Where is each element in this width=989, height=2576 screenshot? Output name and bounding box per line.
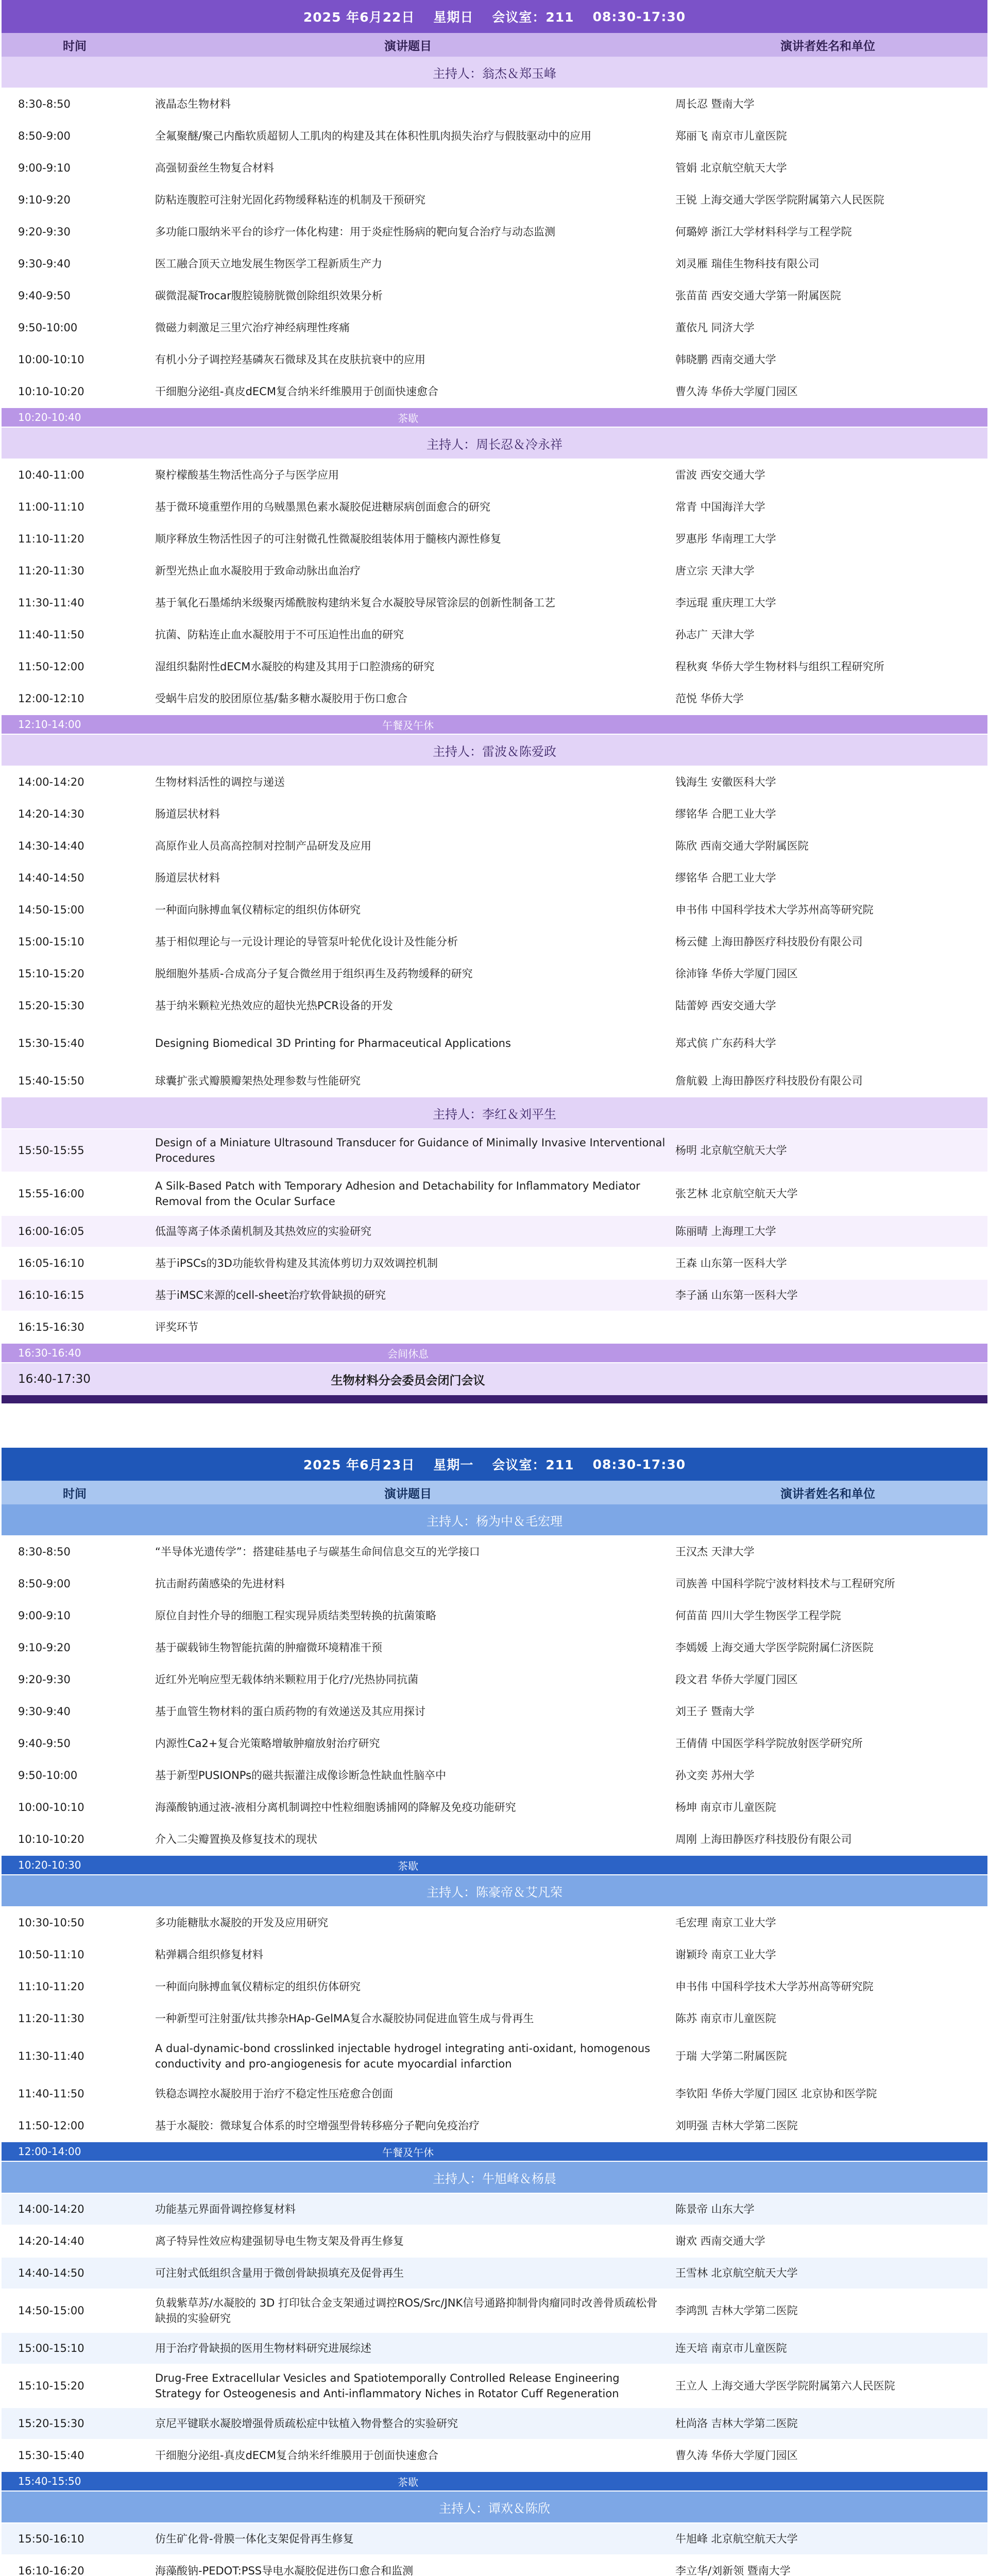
day2-weekday: 星期一 (433, 1458, 474, 1472)
day2-body (2, 1504, 987, 2576)
break-label: 茶歇 (398, 1859, 418, 1872)
column-topic-header: 演讲题目 (384, 1487, 432, 1501)
talk-topic: 微磁力刺激足三里穴治疗神经病理性疼痛 (155, 321, 350, 334)
talk-time: 10:30-10:50 (18, 1917, 84, 1929)
break-time: 12:00-14:00 (18, 2145, 81, 2158)
talk-row (2, 216, 987, 248)
talk-time: 14:30-14:40 (18, 840, 84, 852)
talk-topic: 近红外光响应型无载体纳米颗粒用于化疗/光热协同抗菌 (155, 1673, 419, 1686)
talk-time: 14:40-14:50 (18, 2267, 84, 2279)
talk-speaker: 李子涵 山东第一医科大学 (675, 1289, 798, 1301)
session-chair: 主持人：谭欢＆陈欣 (2, 2492, 987, 2523)
talk-row (2, 2194, 987, 2226)
talk-time: 11:40-11:50 (18, 2088, 84, 2100)
talk-topic: 干细胞分泌组-真皮dECM复合纳米纤维膜用于创面快速愈合 (155, 2449, 438, 2462)
talk-time: 11:20-11:30 (18, 2012, 84, 2025)
closing-label: 生物材料分会委员会闭门会议 (331, 1374, 485, 1387)
talk-topic: 海藻酸钠通过液-液相分离机制调控中性粒细胞诱捕网的降解及免疫功能研究 (155, 1801, 516, 1814)
column-time-header: 时间 (63, 1487, 87, 1501)
talk-row (2, 1312, 987, 1344)
talk-speaker: 孙文奕 苏州大学 (675, 1769, 755, 1782)
day1-date: 2025 年6月22日 (303, 10, 415, 25)
talk-time: 14:50-15:00 (18, 904, 84, 916)
talk-speaker (668, 1323, 987, 1331)
talk-row (2, 2523, 987, 2555)
talk-topic: Drug-Free Extracellular Vesicles and Spatiotemporally Controlled Release Engineering Strategy for Osteogenesis and Anti-inflammatory Niches in Rotator Cuff Regeneration (155, 2372, 620, 2400)
talk-topic: 湿组织黏附性dECM水凝胶的构建及其用于口腔溃疡的研究 (155, 660, 435, 673)
section-gap (0, 1403, 989, 1448)
talk-speaker: 王雪林 北京航空航天大学 (675, 2267, 798, 2279)
talk-topic: 多功能糖肽水凝胶的开发及应用研究 (155, 1917, 328, 1929)
talk-row (2, 2365, 987, 2408)
day2-title-bar (2, 1448, 987, 1481)
talk-row (2, 651, 987, 683)
day2-hours: 08:30-17:30 (592, 1456, 686, 1472)
talk-time: 14:20-14:40 (18, 2235, 84, 2247)
talk-speaker: 杨坤 南京市儿童医院 (675, 1801, 776, 1814)
talk-topic: 基于纳米颗粒光热效应的超快光热PCR设备的开发 (155, 999, 393, 1012)
day1-room: 会议室：211 (492, 10, 574, 25)
talk-speaker: 缪铭华 合肥工业大学 (675, 872, 776, 884)
talk-time: 15:10-15:20 (18, 968, 84, 980)
talk-speaker: 陈景帝 山东大学 (675, 2203, 755, 2215)
day2-room: 会议室：211 (492, 1458, 574, 1472)
talk-topic: 介入二尖瓣置换及修复技术的现状 (155, 1833, 317, 1845)
talk-time: 8:50-9:00 (18, 1578, 71, 1590)
talk-row (2, 958, 987, 990)
talk-topic: 基于水凝胶：微球复合体系的时空增强型骨转移癌分子靶向免疫治疗 (155, 2120, 480, 2132)
talk-time: 15:00-15:10 (18, 936, 84, 948)
break-label: 茶歇 (398, 2476, 418, 2488)
talk-speaker: 于瑞 大学第二附属医院 (675, 2050, 787, 2062)
talk-row (2, 2290, 987, 2333)
column-speaker-header: 演讲者姓名和单位 (780, 39, 875, 53)
talk-time: 11:00-11:10 (18, 501, 84, 513)
talk-topic: 液晶态生物材料 (155, 98, 231, 110)
talk-topic: 评奖环节 (155, 1321, 198, 1333)
talk-topic: 基于iPSCs的3D功能软骨构建及其流体剪切力双效调控机制 (155, 1257, 438, 1269)
talk-speaker: 徐沛锋 华侨大学厦门园区 (675, 968, 798, 980)
talk-speaker: 郑丽飞 南京市儿童医院 (675, 130, 787, 142)
talk-speaker: 李远琨 重庆理工大学 (675, 597, 776, 609)
talk-topic: 干细胞分泌组-真皮dECM复合纳米纤维膜用于创面快速愈合 (155, 385, 438, 398)
talk-time: 9:00-9:10 (18, 1609, 71, 1622)
talk-row (2, 312, 987, 344)
talk-speaker: 郑式傧 广东药科大学 (675, 1037, 776, 1049)
talk-row (2, 2555, 987, 2576)
talk-speaker: 周长忍 暨南大学 (675, 98, 755, 110)
talk-time: 11:30-11:40 (18, 597, 84, 609)
talk-topic: 基于iMSC来源的cell-sheet治疗软骨缺损的研究 (155, 1289, 386, 1301)
talk-time: 9:20-9:30 (18, 226, 71, 238)
break-label: 午餐及午休 (382, 2146, 434, 2159)
day2-schedule (0, 1448, 989, 2576)
talk-row (2, 1129, 987, 1173)
talk-row (2, 376, 987, 408)
break-label: 茶歇 (398, 412, 418, 425)
talk-time: 8:30-8:50 (18, 98, 71, 110)
talk-speaker: 常青 中国海洋大学 (675, 501, 765, 513)
talk-topic: 高强韧蚕丝生物复合材料 (155, 162, 274, 174)
talk-topic: Designing Biomedical 3D Printing for Pharmaceutical Applications (155, 1037, 511, 1049)
talk-row (2, 184, 987, 216)
talk-row (2, 1568, 987, 1600)
talk-speaker: 管娟 北京航空航天大学 (675, 162, 787, 174)
talk-row (2, 1632, 987, 1664)
talk-speaker: 陈欣 西南交通大学附属医院 (675, 840, 809, 852)
talk-row (2, 1760, 987, 1792)
column-topic-header: 演讲题目 (384, 39, 432, 53)
talk-row (2, 121, 987, 152)
talk-time: 15:20-15:30 (18, 999, 84, 1012)
talk-time: 9:10-9:20 (18, 1641, 71, 1654)
talk-speaker: 李立华/刘新领 暨南大学 (675, 2565, 791, 2576)
day1-title-bar (2, 0, 987, 33)
talk-speaker: 周刚 上海田静医疗科技股份有限公司 (675, 1833, 852, 1845)
talk-time: 15:10-15:20 (18, 2380, 84, 2392)
talk-speaker: 毛宏理 南京工业大学 (675, 1917, 776, 1929)
talk-row (2, 2408, 987, 2440)
talk-time: 9:00-9:10 (18, 162, 71, 174)
session-chair: 主持人：翁杰＆郑玉峰 (2, 57, 987, 89)
talk-topic: 碳微混凝Trocar腹腔镜膀胱微创除组织效果分析 (155, 290, 383, 302)
talk-time: 14:20-14:30 (18, 808, 84, 820)
talk-row (2, 2258, 987, 2290)
talk-row (2, 280, 987, 312)
talk-time: 16:00-16:05 (18, 1225, 84, 1238)
break-row (2, 1856, 987, 1875)
talk-row (2, 1907, 987, 1939)
talk-speaker: 申书伟 中国科学技术大学苏州高等研究院 (675, 904, 874, 916)
talk-row (2, 248, 987, 280)
closing-time: 16:40-17:30 (18, 1372, 91, 1386)
talk-row (2, 2440, 987, 2472)
talk-topic: 全氟聚醚/聚己内酯软质超韧人工肌肉的构建及其在体积性肌肉损失治疗与假肢驱动中的应用 (155, 130, 592, 142)
talk-topic: 负载紫草苏/水凝胶的 3D 打印钛合金支架通过调控ROS/Src/JNK信号通路抑制骨肉瘤同时改善骨质疏松骨缺损的实验研究 (155, 2297, 658, 2325)
talk-topic: 基于血管生物材料的蛋白质药物的有效递送及其应用探讨 (155, 1705, 425, 1718)
talk-speaker: 牛旭峰 北京航空航天大学 (675, 2533, 798, 2545)
talk-time: 14:00-14:20 (18, 2203, 84, 2215)
talk-speaker: 王汉杰 天津大学 (675, 1546, 755, 1558)
talk-speaker: 曹久涛 华侨大学厦门园区 (675, 385, 798, 398)
talk-topic: 海藻酸钠-PEDOT:PSS导电水凝胶促进伤口愈合和监测 (155, 2565, 414, 2576)
talk-time: 10:10-10:20 (18, 1833, 84, 1845)
talk-topic: 可注射式低组织含量用于微创骨缺损填充及促骨再生 (155, 2267, 404, 2279)
talk-speaker: 连天培 南京市儿童医院 (675, 2342, 787, 2354)
talk-topic: 基于相似理论与一元设计理论的导管泵叶轮优化设计及性能分析 (155, 936, 458, 948)
talk-row (2, 1280, 987, 1312)
talk-topic: 功能基元界面骨调控修复材料 (155, 2203, 296, 2215)
talk-speaker: 何苗苗 四川大学生物医学工程学院 (675, 1609, 841, 1622)
talk-time: 15:20-15:30 (18, 2417, 84, 2430)
talk-speaker: 申书伟 中国科学技术大学苏州高等研究院 (675, 1980, 874, 1993)
break-time: 10:20-10:40 (18, 411, 81, 423)
session-chair: 主持人：雷波＆陈爱政 (2, 735, 987, 767)
talk-row (2, 1173, 987, 1216)
talk-speaker: 李嫣媛 上海交通大学医学院附属仁济医院 (675, 1641, 874, 1654)
talk-row (2, 1664, 987, 1696)
talk-row (2, 152, 987, 184)
talk-time: 15:30-15:40 (18, 2449, 84, 2462)
talk-row (2, 1065, 987, 1097)
talk-time: 9:40-9:50 (18, 290, 71, 302)
break-row (2, 408, 987, 428)
talk-time: 15:30-15:40 (18, 1037, 84, 1049)
talk-time: 15:55-16:00 (18, 1188, 84, 1200)
talk-topic: 基于氧化石墨烯纳米级聚丙烯酰胺构建纳米复合水凝胶导尿管涂层的创新性制备工艺 (155, 597, 555, 609)
talk-time: 16:05-16:10 (18, 1257, 84, 1269)
talk-topic: 原位自封性介导的细胞工程实现异质结类型转换的抗菌策略 (155, 1609, 436, 1622)
talk-row (2, 460, 987, 492)
talk-time: 15:50-15:55 (18, 1144, 84, 1157)
break-label: 会间休息 (387, 1347, 429, 1360)
talk-time: 10:50-11:10 (18, 1948, 84, 1961)
talk-speaker: 李鸿凯 吉林大学第二医院 (675, 2304, 798, 2317)
talk-time: 9:50-10:00 (18, 321, 78, 334)
talk-speaker: 杨云健 上海田静医疗科技股份有限公司 (675, 936, 863, 948)
talk-speaker: 陈丽晴 上海理工大学 (675, 1225, 776, 1238)
talk-time: 11:50-12:00 (18, 2120, 84, 2132)
talk-row (2, 1696, 987, 1728)
session-chair: 主持人：牛旭峰＆杨晨 (2, 2162, 987, 2194)
talk-topic: 一种面向脉搏血氧仪精标定的组织仿体研究 (155, 904, 361, 916)
session-chair: 主持人：李红＆刘平生 (2, 1097, 987, 1129)
talk-row (2, 1248, 987, 1280)
talk-speaker: 刘明强 吉林大学第二医院 (675, 2120, 798, 2132)
talk-topic: 脱细胞外基质-合成高分子复合微丝用于组织再生及药物缓释的研究 (155, 968, 473, 980)
talk-topic: 用于治疗骨缺损的医用生物材料研究进展综述 (155, 2342, 371, 2354)
talk-speaker: 范悦 华侨大学 (675, 692, 744, 705)
talk-topic: 基于微环境重塑作用的乌贼墨黑色素水凝胶促进糖尿病创面愈合的研究 (155, 501, 490, 513)
talk-topic: 球囊扩张式瓣膜瓣架热处理参数与性能研究 (155, 1075, 361, 1087)
talk-time: 9:30-9:40 (18, 1705, 71, 1718)
talk-row (2, 523, 987, 555)
talk-time: 15:40-15:50 (18, 1075, 84, 1087)
talk-time: 14:50-15:00 (18, 2304, 84, 2317)
talk-row (2, 619, 987, 651)
talk-speaker: 张艺林 北京航空航天大学 (675, 1188, 798, 1200)
talk-topic: 防粘连腹腔可注射光固化药物缓释粘连的机制及干预研究 (155, 194, 425, 206)
talk-time: 9:50-10:00 (18, 1769, 78, 1782)
talk-topic: 医工融合顶天立地发展生物医学工程新质生产力 (155, 258, 382, 270)
talk-row (2, 2003, 987, 2035)
talk-time: 11:50-12:00 (18, 660, 84, 673)
talk-time: 16:10-16:20 (18, 2565, 84, 2576)
talk-speaker: 司族善 中国科学院宁波材料技术与工程研究所 (675, 1578, 895, 1590)
talk-row (2, 990, 987, 1022)
day1-body (2, 57, 987, 1395)
talk-topic: 铁稳态调控水凝胶用于治疗不稳定性压疮愈合创面 (155, 2088, 393, 2100)
talk-topic: 抗菌、防粘连止血水凝胶用于不可压迫性出血的研究 (155, 629, 404, 641)
talk-speaker: 何璐婷 浙江大学材料科学与工程学院 (675, 226, 852, 238)
talk-speaker: 李钦阳 华侨大学厦门园区 北京协和医学院 (675, 2088, 877, 2100)
break-row (2, 2142, 987, 2162)
talk-time: 9:10-9:20 (18, 194, 71, 206)
talk-topic: 受蜗牛启发的胶团原位基/黏多糖水凝胶用于伤口愈合 (155, 692, 408, 705)
talk-speaker: 缪铭华 合肥工业大学 (675, 808, 776, 820)
talk-row (2, 587, 987, 619)
talk-time: 10:00-10:10 (18, 353, 84, 366)
day1-weekday: 星期日 (433, 10, 474, 25)
break-time: 10:20-10:30 (18, 1859, 81, 1871)
talk-speaker: 董依凡 同济大学 (675, 321, 755, 334)
talk-time: 10:10-10:20 (18, 385, 84, 398)
talk-speaker: 张苗苗 西安交通大学第一附属医院 (675, 290, 841, 302)
talk-speaker: 王锐 上海交通大学医学院附属第六人民医院 (675, 194, 884, 206)
talk-row (2, 2333, 987, 2365)
talk-row (2, 1728, 987, 1760)
talk-speaker: 谢颖玲 南京工业大学 (675, 1948, 776, 1961)
talk-speaker: 陆蕾婷 西安交通大学 (675, 999, 776, 1012)
talk-row (2, 894, 987, 926)
talk-speaker: 曹久涛 华侨大学厦门园区 (675, 2449, 798, 2462)
talk-topic: 肠道层状材料 (155, 808, 220, 820)
day1-bottom-divider (2, 1395, 987, 1403)
talk-topic: 基于碳载铈生物智能抗菌的肿瘤微环境精准干预 (155, 1641, 382, 1654)
talk-speaker: 陈苏 南京市儿童医院 (675, 2012, 776, 2025)
talk-topic: 生物材料活性的调控与递送 (155, 776, 285, 788)
talk-time: 11:40-11:50 (18, 629, 84, 641)
talk-row (2, 767, 987, 799)
talk-time: 11:30-11:40 (18, 2050, 84, 2062)
talk-speaker: 雷波 西安交通大学 (675, 469, 765, 481)
column-time-header: 时间 (63, 39, 87, 53)
talk-speaker: 刘王子 暨南大学 (675, 1705, 755, 1718)
talk-topic: 基于新型PUSIONPs的磁共振灌注成像诊断急性缺血性脑卒中 (155, 1769, 447, 1782)
talk-time: 15:50-16:10 (18, 2533, 84, 2545)
break-label: 午餐及午休 (382, 719, 434, 732)
break-time: 12:10-14:00 (18, 718, 81, 731)
talk-topic: 内源性Ca2+复合光策略增敏肿瘤放射治疗研究 (155, 1737, 380, 1750)
break-row (2, 1344, 987, 1363)
talk-speaker: 程秋爽 华侨大学生物材料与组织工程研究所 (675, 660, 884, 673)
talk-topic: Design of a Miniature Ultrasound Transducer for Guidance of Minimally Invasive Interventional Procedures (155, 1137, 666, 1164)
talk-speaker: 谢欢 西南交通大学 (675, 2235, 765, 2247)
talk-topic: A dual-dynamic-bond crosslinked injectable hydrogel integrating anti-oxidant, homogenous conductivity and pro-angiogenesis for acute myocardial infarction (155, 2042, 651, 2070)
day2-column-header (2, 1481, 987, 1504)
talk-topic: 顺序释放生物活性因子的可注射微孔性微凝胶组装体用于髓核内源性修复 (155, 533, 501, 545)
talk-row (2, 831, 987, 862)
talk-row (2, 862, 987, 894)
talk-time: 9:40-9:50 (18, 1737, 71, 1750)
talk-topic: 高原作业人员高高控制对控制产品研发及应用 (155, 840, 371, 852)
talk-time: 11:10-11:20 (18, 1980, 84, 1993)
talk-row (2, 1792, 987, 1824)
talk-speaker: 王倩倩 中国医学科学院放射医学研究所 (675, 1737, 863, 1750)
talk-speaker: 段文君 华侨大学厦门园区 (675, 1673, 798, 1686)
day1-column-header (2, 33, 987, 57)
talk-row (2, 89, 987, 121)
talk-topic: 低温等离子体杀菌机制及其热效应的实验研究 (155, 1225, 371, 1238)
talk-speaker: 罗惠彤 华南理工大学 (675, 533, 776, 545)
talk-time: 12:00-12:10 (18, 692, 84, 705)
talk-row (2, 799, 987, 831)
talk-topic: 一种新型可注射蛋/钛共掺杂HAp-GelMA复合水凝胶协同促进血管生成与骨再生 (155, 2012, 534, 2025)
talk-time: 9:30-9:40 (18, 258, 71, 270)
column-speaker-header: 演讲者姓名和单位 (780, 1487, 875, 1501)
talk-row (2, 683, 987, 715)
talk-speaker: 王立人 上海交通大学医学院附属第六人民医院 (675, 2380, 895, 2392)
talk-time: 8:50-9:00 (18, 130, 71, 142)
session-chair: 主持人：周长忍＆冷永祥 (2, 428, 987, 460)
talk-row (2, 555, 987, 587)
talk-time: 8:30-8:50 (18, 1546, 71, 1558)
talk-topic: 新型光热止血水凝胶用于致命动脉出血治疗 (155, 565, 361, 577)
talk-topic: 京尼平键联水凝胶增强骨质疏松症中钛植入物骨整合的实验研究 (155, 2417, 458, 2430)
session-chair: 主持人：陈豪帝＆艾凡荣 (2, 1875, 987, 1907)
talk-time: 10:40-11:00 (18, 469, 84, 481)
closing-row (2, 1363, 987, 1395)
talk-time: 11:20-11:30 (18, 565, 84, 577)
talk-speaker: 唐立宗 天津大学 (675, 565, 755, 577)
talk-row (2, 1939, 987, 1971)
day2-date: 2025 年6月23日 (303, 1458, 415, 1472)
talk-time: 16:15-16:30 (18, 1321, 84, 1333)
talk-time: 10:00-10:10 (18, 1801, 84, 1814)
talk-speaker: 杨明 北京航空航天大学 (675, 1144, 787, 1157)
talk-speaker: 杜尚洛 吉林大学第二医院 (675, 2417, 798, 2430)
talk-topic: 仿生矿化骨-骨膜一体化支架促骨再生修复 (155, 2533, 354, 2545)
talk-speaker: 韩晓鹏 西南交通大学 (675, 353, 776, 366)
talk-topic: 一种面向脉搏血氧仪精标定的组织仿体研究 (155, 1980, 361, 1993)
talk-time: 14:40-14:50 (18, 872, 84, 884)
talk-topic: 多功能口服纳米平台的诊疗一体化构建：用于炎症性肠病的靶向复合治疗与动态监测 (155, 226, 555, 238)
talk-row (2, 492, 987, 523)
talk-row (2, 2035, 987, 2078)
day1-hours: 08:30-17:30 (592, 9, 686, 24)
talk-topic: 粘弹耦合组织修复材料 (155, 1948, 263, 1961)
talk-speaker: 詹航毅 上海田静医疗科技股份有限公司 (675, 1075, 863, 1087)
talk-time: 14:00-14:20 (18, 776, 84, 788)
talk-topic: A Silk-Based Patch with Temporary Adhesion and Detachability for Inflammatory Mediator Removal from the Ocular Surface (155, 1180, 640, 1208)
talk-speaker: 王森 山东第一医科大学 (675, 1257, 787, 1269)
talk-row (2, 2078, 987, 2110)
talk-speaker: 孙志广 天津大学 (675, 629, 755, 641)
talk-topic: 离子特异性效应构建强韧导电生物支架及骨再生修复 (155, 2235, 404, 2247)
break-row (2, 2472, 987, 2492)
talk-topic: 肠道层状材料 (155, 872, 220, 884)
talk-row (2, 1022, 987, 1065)
talk-row (2, 2110, 987, 2142)
break-time: 16:30-16:40 (18, 1347, 81, 1359)
break-row (2, 715, 987, 735)
talk-time: 16:10-16:15 (18, 1289, 84, 1301)
break-time: 15:40-15:50 (18, 2475, 81, 2487)
talk-row (2, 1824, 987, 1856)
talk-row (2, 2226, 987, 2258)
talk-speaker: 刘灵雁 瑞佳生物科技有限公司 (675, 258, 820, 270)
talk-time: 9:20-9:30 (18, 1673, 71, 1686)
talk-row (2, 1971, 987, 2003)
session-chair: 主持人：杨为中＆毛宏理 (2, 1504, 987, 1536)
talk-topic: “半导体光遗传学”：搭建硅基电子与碳基生命间信息交互的光学接口 (155, 1546, 480, 1558)
talk-time: 11:10-11:20 (18, 533, 84, 545)
talk-row (2, 926, 987, 958)
talk-topic: 聚柠檬酸基生物活性高分子与医学应用 (155, 469, 339, 481)
talk-time: 15:00-15:10 (18, 2342, 84, 2354)
talk-row (2, 344, 987, 376)
talk-speaker: 钱海生 安徽医科大学 (675, 776, 776, 788)
talk-topic: 有机小分子调控羟基磷灰石微球及其在皮肤抗衰中的应用 (155, 353, 425, 366)
talk-topic: 抗击耐药菌感染的先进材料 (155, 1578, 285, 1590)
talk-row (2, 1600, 987, 1632)
talk-row (2, 1536, 987, 1568)
talk-row (2, 1216, 987, 1248)
